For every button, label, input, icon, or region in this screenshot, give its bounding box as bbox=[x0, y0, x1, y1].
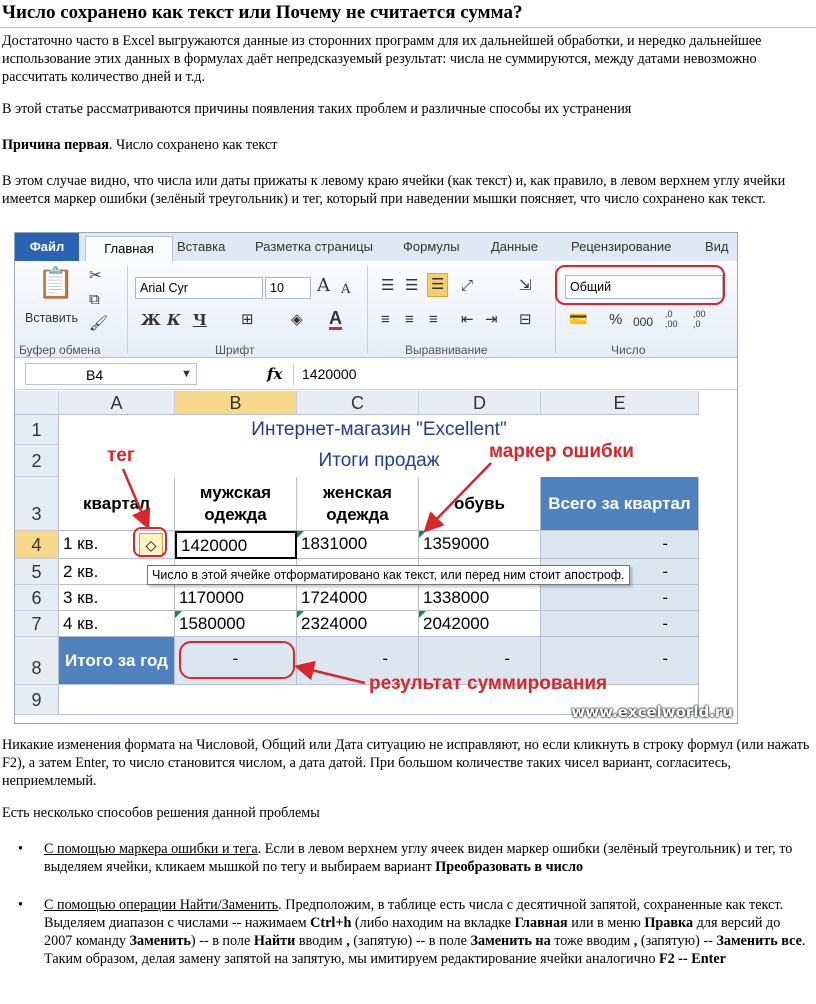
group-clipboard: Буфер обмена bbox=[19, 343, 101, 357]
header-quarter[interactable]: квартал bbox=[59, 477, 175, 531]
method-link[interactable]: С помощью маркера ошибки и тега bbox=[44, 841, 258, 857]
reason-bold: Причина первая bbox=[2, 137, 109, 153]
annotation-arrows bbox=[15, 391, 737, 721]
title-divider bbox=[0, 27, 816, 28]
method-text: (запятую) -- в поле bbox=[349, 933, 471, 949]
currency-icon[interactable]: 💳 bbox=[569, 311, 588, 328]
cell-d7-value: 2042000 bbox=[423, 614, 490, 633]
method-text: (запятую) -- bbox=[637, 933, 717, 949]
grow-font-icon[interactable]: A bbox=[317, 275, 330, 296]
tab-view[interactable]: Вид bbox=[705, 239, 729, 254]
row-header-3[interactable]: 3 bbox=[15, 477, 59, 531]
column-header-e[interactable]: E bbox=[541, 391, 699, 415]
arrow-marker bbox=[427, 463, 491, 529]
method-text: тоже вводим bbox=[550, 933, 634, 949]
chevron-down-icon[interactable]: ▼ bbox=[181, 368, 192, 380]
cell-d8[interactable]: - bbox=[419, 637, 541, 685]
arrow-result bbox=[299, 667, 365, 683]
cell-c8[interactable]: - bbox=[297, 637, 419, 685]
tab-formulas[interactable]: Формулы bbox=[403, 239, 460, 254]
fill-color-icon[interactable]: ◈ bbox=[291, 311, 303, 328]
paste-icon[interactable]: 📋 bbox=[37, 267, 75, 300]
row-header-6[interactable]: 6 bbox=[15, 585, 59, 611]
method-link[interactable]: С помощью операции Найти/Заменить bbox=[44, 897, 279, 913]
ribbon bbox=[15, 261, 737, 358]
method-bold: , bbox=[633, 933, 638, 949]
percent-button[interactable]: % bbox=[609, 311, 623, 328]
method-text: для версий до 2007 команду bbox=[44, 915, 781, 949]
font-name-select[interactable]: Arial Cyr bbox=[135, 277, 263, 299]
group-number: Число bbox=[611, 343, 646, 357]
annotation-error-marker: маркер ошибки bbox=[489, 441, 634, 462]
method-bold: F2 -- Enter bbox=[659, 951, 726, 967]
tab-data[interactable]: Данные bbox=[491, 239, 538, 254]
align-right-icon[interactable]: ≡ bbox=[429, 311, 438, 328]
method-text: вводим bbox=[295, 933, 347, 949]
tab-file[interactable]: Файл bbox=[15, 233, 79, 261]
method-text: . Предположим, в таблице есть числа с десятичной запятой, сохраненные как текст. Выделяем диапазон с числами -- нажимаем bbox=[44, 897, 784, 931]
cell-b8[interactable]: - bbox=[175, 637, 297, 685]
method-bold: Найти bbox=[253, 933, 296, 949]
row-header-1[interactable]: 1 bbox=[15, 415, 59, 445]
align-middle-icon[interactable]: ☰ bbox=[405, 277, 419, 294]
format-painter-icon[interactable]: 🖌 bbox=[89, 315, 109, 332]
tab-home[interactable]: Главная bbox=[85, 236, 173, 263]
header-womens[interactable]: женская одежда bbox=[297, 477, 419, 531]
cell-e5[interactable]: - bbox=[541, 559, 699, 585]
after-paragraph: Никакие изменения формата на Числовой, Общий или Дата ситуацию не исправляют, но если кликнуть в строку формул (или нажать F2), а затем Enter, то число становится числом, а дата датой. При большом количестве таких чисел вариант, согласитесь, неприемлемый. bbox=[2, 737, 810, 789]
method-bold: Главная bbox=[514, 915, 568, 931]
annotation-tag: тег bbox=[107, 445, 135, 466]
method-bold: Заменить bbox=[129, 933, 191, 949]
wrap-text-icon[interactable]: ⇲ bbox=[519, 277, 532, 294]
smart-tag-icon[interactable]: ◇ bbox=[139, 533, 163, 557]
group-alignment: Выравнивание bbox=[405, 343, 488, 357]
number-format-select[interactable]: Общий bbox=[565, 275, 723, 299]
header-shoes[interactable]: обувь bbox=[419, 477, 541, 531]
row-header-5[interactable]: 5 bbox=[15, 559, 59, 585]
method-text: или в меню bbox=[567, 915, 645, 931]
bullet: • bbox=[18, 841, 23, 857]
borders-icon[interactable]: ⊞ bbox=[241, 311, 254, 328]
excel-screenshot bbox=[14, 232, 738, 724]
paste-button-label[interactable]: Вставить bbox=[25, 311, 78, 325]
page-title: Число сохранено как текст или Почему не считается сумма? bbox=[2, 2, 523, 23]
column-header-d[interactable]: D bbox=[419, 391, 541, 415]
cell-e8[interactable]: - bbox=[541, 637, 699, 685]
method-bold: Заменить на bbox=[470, 933, 551, 949]
tab-page-layout[interactable]: Разметка страницы bbox=[255, 239, 373, 254]
thousands-button[interactable]: 000 bbox=[633, 315, 654, 329]
row-header-9[interactable]: 9 bbox=[15, 685, 59, 715]
align-top-icon[interactable]: ☰ bbox=[381, 277, 395, 294]
separator bbox=[127, 265, 128, 353]
watermark: www.excelworld.ru bbox=[571, 703, 733, 721]
cell-a4[interactable]: 1 кв. bbox=[59, 531, 175, 559]
method-bold: Правка bbox=[644, 915, 694, 931]
decrease-decimal-button[interactable]: ,00 ,0 bbox=[693, 309, 706, 329]
reason-description: В этом случае видно, что числа или даты прижаты к левому краю ячейки (как текст) и, как правило, в левом верхнем углу ячейки имеется маркер ошибки (зелёный треугольник) и тег, который при наведении мышки поясняет, что число сохранено как текст. bbox=[2, 173, 786, 207]
bold-button[interactable]: Ж bbox=[141, 311, 161, 329]
align-left-icon[interactable]: ≡ bbox=[381, 311, 390, 328]
row-header-2[interactable]: 2 bbox=[15, 445, 59, 477]
column-header-c[interactable]: C bbox=[297, 391, 419, 415]
fx-icon[interactable]: fx bbox=[267, 365, 283, 383]
column-header-b[interactable]: B bbox=[175, 391, 297, 415]
cell-b4[interactable]: 1420000 bbox=[175, 531, 297, 559]
method-bold: Заменить все bbox=[716, 933, 802, 949]
error-tooltip: Число в этой ячейке отформатировано как текст, или перед ним стоит апостроф. bbox=[147, 565, 630, 585]
formula-bar bbox=[15, 359, 737, 390]
sheet-subtitle[interactable]: Итоги продаж bbox=[318, 450, 440, 471]
cell-e4[interactable]: - bbox=[541, 531, 699, 559]
sheet-title[interactable]: Интернет-магазин "Excellent" bbox=[251, 419, 507, 440]
cell-b7-value: 1580000 bbox=[179, 614, 246, 633]
decrease-indent-icon[interactable]: ⇤ bbox=[461, 311, 474, 328]
bullet: • bbox=[18, 897, 23, 913]
cell-a6[interactable]: 3 кв. bbox=[59, 585, 175, 611]
reason-text: . Число сохранено как текст bbox=[108, 137, 278, 153]
method-text: (либо находим на вкладке bbox=[351, 915, 515, 931]
list-item bbox=[0, 840, 808, 876]
tab-insert[interactable]: Вставка bbox=[177, 239, 226, 254]
align-center-icon[interactable]: ≡ bbox=[405, 311, 414, 328]
intro-paragraph-2: В этой статье рассматриваются причины появления таких проблем и различные способы их устранения bbox=[2, 101, 632, 117]
solutions-list bbox=[0, 840, 808, 968]
method-bold: Преобразовать в число bbox=[435, 859, 584, 875]
font-color-icon[interactable]: A bbox=[329, 308, 342, 328]
annotation-sum-result: результат суммирования bbox=[369, 673, 608, 694]
ribbon-tabs bbox=[15, 233, 737, 262]
arrow-tag bbox=[123, 469, 147, 525]
cell-e7[interactable]: - bbox=[541, 611, 699, 637]
method-bold: , bbox=[346, 933, 350, 949]
increase-indent-icon[interactable]: ⇥ bbox=[485, 311, 498, 328]
font-size-select[interactable]: 10 bbox=[265, 277, 311, 299]
cell-c6[interactable]: 1724000 bbox=[297, 585, 419, 611]
number-format-highlight bbox=[555, 265, 725, 305]
method-text: . Если в левом верхнем углу ячеек виден маркер ошибки (зелёный треугольник) и тег, то выделяем ячейки, кликаем мышкой по тегу и выбираем вариант bbox=[44, 841, 793, 875]
cell-c4-value: 1831000 bbox=[301, 534, 368, 553]
method-bold: Ctrl+h bbox=[310, 915, 352, 931]
underline-button[interactable]: Ч bbox=[193, 311, 207, 329]
cell-a7[interactable]: 4 кв. bbox=[59, 611, 175, 637]
cell-b6[interactable]: 1170000 bbox=[175, 585, 297, 611]
method-text: ) -- в поле bbox=[190, 933, 254, 949]
row-header-8[interactable]: 8 bbox=[15, 637, 59, 685]
cell-c7-value: 2324000 bbox=[301, 614, 368, 633]
cell-e6[interactable]: - bbox=[541, 585, 699, 611]
increase-decimal-button[interactable]: ,0 ,00 bbox=[665, 309, 678, 329]
orientation-icon[interactable]: ⤢ bbox=[461, 277, 474, 294]
cell-d4-value: 1359000 bbox=[423, 534, 490, 553]
row-header-7[interactable]: 7 bbox=[15, 611, 59, 637]
cut-icon[interactable]: ✂ bbox=[89, 267, 102, 284]
reason-heading bbox=[2, 136, 810, 154]
cell-d6[interactable]: 1338000 bbox=[419, 585, 541, 611]
shrink-font-icon[interactable]: A bbox=[341, 282, 351, 297]
list-item bbox=[0, 896, 808, 968]
column-header-a[interactable]: A bbox=[59, 391, 175, 415]
tab-review[interactable]: Рецензирование bbox=[571, 239, 672, 254]
header-total[interactable]: Всего за квартал bbox=[541, 477, 699, 531]
row-header-4[interactable]: 4 bbox=[15, 531, 59, 559]
name-box[interactable]: B4 bbox=[25, 363, 197, 385]
align-bottom-icon[interactable]: ☰ bbox=[427, 273, 448, 297]
merge-icon[interactable]: ⊟ bbox=[519, 311, 532, 328]
separator bbox=[367, 265, 368, 353]
total-label-cell[interactable]: Итого за год bbox=[59, 637, 175, 685]
method-text: . Таким образом, делая замену запятой на запятую, мы имитируем редактирование ячейки аналогично bbox=[44, 933, 806, 967]
italic-button[interactable]: К bbox=[167, 311, 181, 329]
group-font: Шрифт bbox=[215, 343, 255, 357]
solutions-intro: Есть несколько способов решения данной проблемы bbox=[2, 805, 320, 821]
header-mens[interactable]: мужская одежда bbox=[175, 477, 297, 531]
formula-input[interactable]: 1420000 bbox=[293, 363, 733, 385]
intro-paragraph: Достаточно часто в Excel выгружаются данные из сторонних программ для их дальнейшей обработки, и нередко дальнейшее использование этих данных в формулах даёт непредсказуемый результат: числа не суммируются, между датами невозможно рассчитать количество дней и т.д. bbox=[2, 33, 762, 85]
cell-a5[interactable]: 2 кв. bbox=[59, 559, 175, 585]
copy-icon[interactable]: ⧉ bbox=[89, 291, 100, 308]
